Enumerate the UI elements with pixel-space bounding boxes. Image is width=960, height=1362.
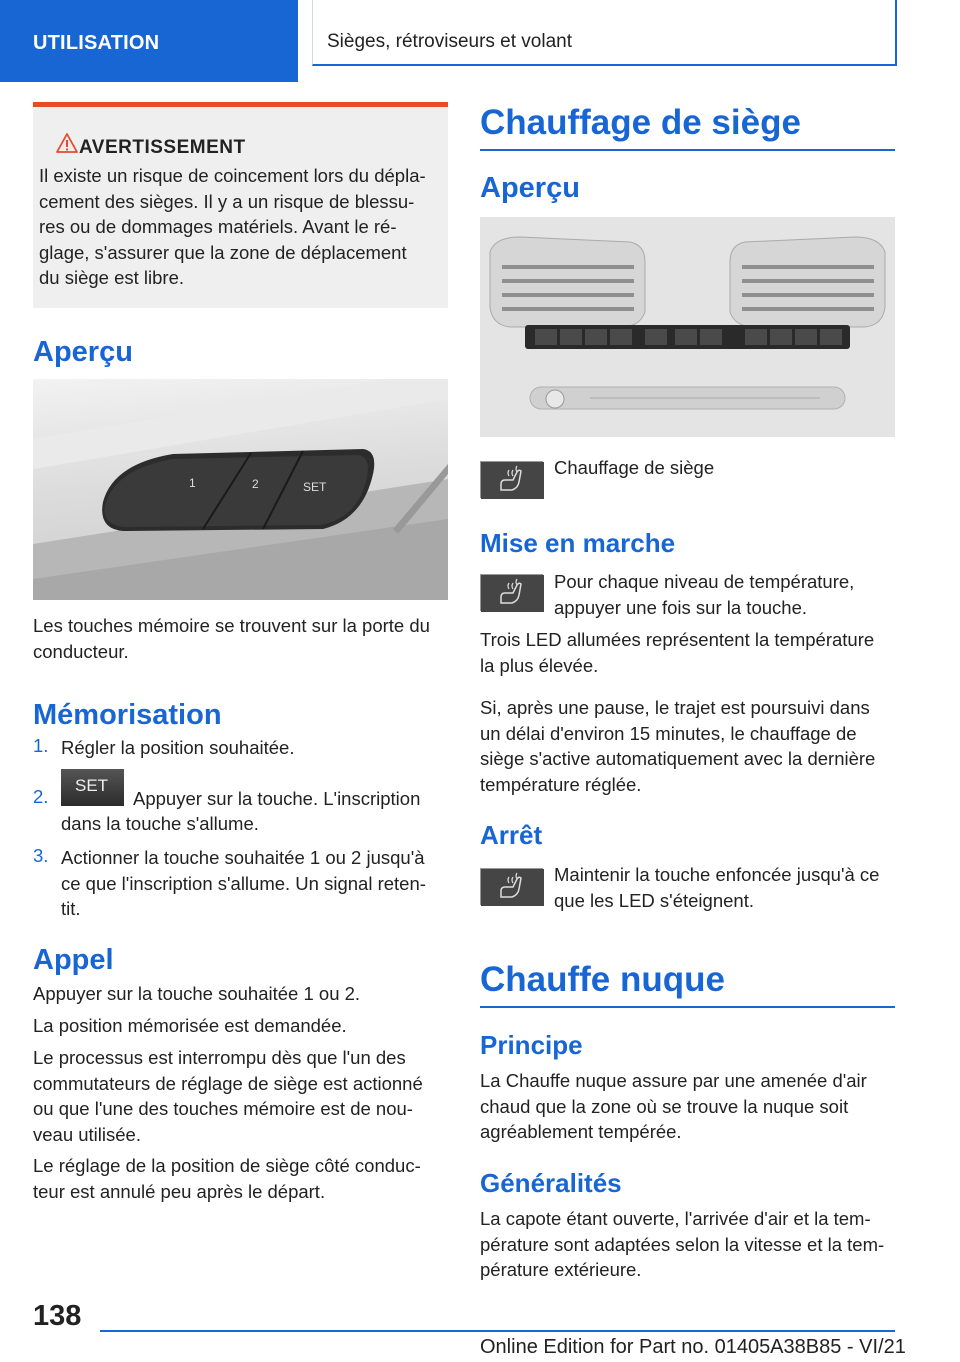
memory-button-1-label: 1 (189, 476, 196, 490)
memorisation-heading: Mémorisation (33, 699, 222, 731)
seat-heating-icon (480, 461, 543, 498)
memory-button-2-label: 2 (252, 477, 259, 491)
seat-heating-icon-label: Chauffage de siège (554, 457, 715, 478)
header-section-title: UTILISATION (33, 32, 160, 54)
memory-buttons-photo (33, 379, 448, 600)
appel-paragraph-3: Le processus est interrompu dès que l'un des commutateurs de réglage de siège est actionné ou que l'une des touches mémoire est de nou- veau utilisée. (33, 1047, 423, 1145)
step-1-number: 1. (33, 735, 49, 756)
principe-heading: Principe (480, 1030, 583, 1060)
footer-divider (100, 1330, 895, 1332)
generalites-heading: Généralités (480, 1168, 622, 1198)
apercu-description: Les touches mémoire se trouvent sur la porte du conducteur. (33, 615, 430, 662)
marche-icon-text: Pour chaque niveau de température, appuyer une fois sur la touche. (554, 571, 855, 618)
warning-title: AVERTISSEMENT (79, 137, 246, 158)
chauffage-siege-title: Chauffage de siège (480, 103, 895, 151)
arret-icon-text: Maintenir la touche enfoncée jusqu'à ce que les LED s'éteignent. (554, 864, 880, 911)
generalites-text: La capote étant ouverte, l'arrivée d'air et la tem- pérature sont adaptées selon la vitesse et la tem- pérature extérieure. (480, 1208, 885, 1280)
header-section-tab (0, 0, 298, 82)
warning-text: Il existe un risque de coincement lors du dépla- cement des sièges. Il y a un risque de blessu- res ou de dommages matériels. Avant le ré- glage, s'assurer que la zone de déplacement du siège est libre. (39, 165, 426, 288)
appel-paragraph-4: Le réglage de la position de siège côté conduc- teur est annulé peu après le départ. (33, 1155, 421, 1202)
chauffe-nuque-title: Chauffe nuque (480, 960, 895, 1008)
header-chapter-title: Sièges, rétroviseurs et volant (327, 31, 573, 52)
arret-heading: Arrêt (480, 820, 543, 850)
warning-triangle-icon (55, 131, 79, 155)
step-3-text: Actionner la touche souhaitée 1 ou 2 jusqu'à ce que l'inscription s'allume. Un signal reten- tit. (61, 847, 426, 919)
step-2-text-line1: Appuyer sur la touche. L'inscription (133, 788, 421, 809)
step-1-text: Régler la position souhaitée. (61, 737, 295, 758)
apercu-heading-left: Aperçu (33, 336, 133, 368)
apercu-heading-right: Aperçu (480, 172, 580, 204)
page-number: 138 (33, 1300, 82, 1332)
appel-heading: Appel (33, 944, 114, 976)
step-2-text-line2: dans la touche s'allume. (61, 813, 259, 834)
step-2-number: 2. (33, 786, 49, 807)
marche-paragraph-2: Si, après une pause, le trajet est poursuivi dans un délai d'environ 15 minutes, le chauffage de siège s'active automatiquement avec la dernière température réglée. (480, 697, 876, 795)
appel-paragraph-2: La position mémorisée est demandée. (33, 1015, 347, 1036)
set-button-icon: SET (61, 769, 124, 806)
principe-text: La Chauffe nuque assure par une amenée d'air chaud que la zone où se trouve la nuque soit agréablement tempérée. (480, 1070, 867, 1142)
header-chapter-box (312, 0, 897, 66)
mise-en-marche-heading: Mise en marche (480, 528, 676, 558)
warning-box (33, 102, 448, 308)
appel-paragraph-1: Appuyer sur la touche souhaitée 1 ou 2. (33, 983, 361, 1004)
marche-paragraph-1: Trois LED allumées représentent la température la plus élevée. (480, 629, 875, 676)
footer-edition: Online Edition for Part no. 01405A38B85 - VI/21 (480, 1336, 906, 1358)
seat-heating-icon-marche (480, 574, 543, 611)
memory-button-set-label: SET (303, 480, 327, 494)
seat-heating-icon-arret (480, 868, 543, 905)
dashboard-controls-photo (480, 217, 895, 437)
step-3-number: 3. (33, 845, 49, 866)
